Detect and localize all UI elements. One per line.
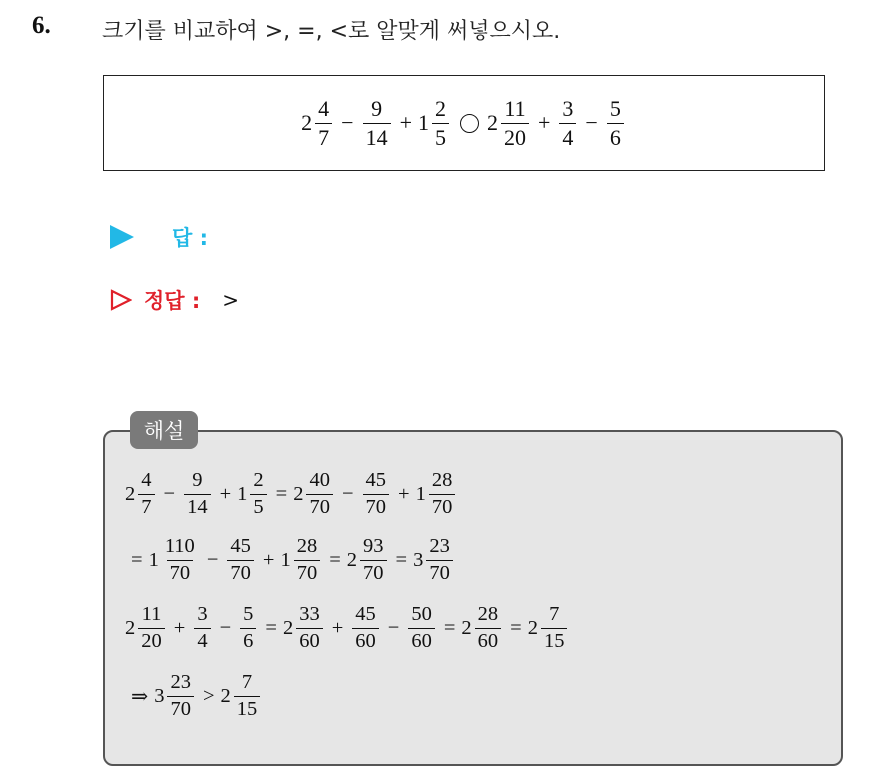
play-filled-icon (110, 225, 134, 249)
mixed-number (461, 604, 504, 652)
mixed-number (125, 604, 168, 652)
operator: + (399, 110, 412, 135)
explanation-line-2 (125, 536, 456, 584)
denominator: 70 (167, 696, 194, 721)
whole-part: 2 (461, 616, 472, 639)
mixed-number (413, 536, 456, 584)
fraction (224, 536, 257, 584)
operator: + (219, 482, 232, 505)
operator: = (131, 548, 143, 571)
whole-part: 2 (527, 616, 538, 639)
fraction (191, 604, 213, 652)
fraction (237, 604, 259, 652)
numerator: 23 (170, 671, 191, 693)
numerator: 5 (609, 96, 621, 122)
fraction (360, 97, 394, 148)
operator: = (443, 616, 456, 639)
numerator: 45 (365, 469, 386, 491)
comparison-blank-circle[interactable] (460, 114, 479, 133)
explanation-tab: 해설 (130, 411, 198, 449)
numerator: 28 (477, 603, 499, 625)
operator: − (341, 110, 354, 135)
operator: + (538, 110, 551, 135)
fraction-stack (429, 470, 456, 518)
denominator: 70 (294, 560, 321, 585)
numerator: 40 (309, 469, 330, 491)
fraction-stack (184, 470, 211, 518)
denominator: 4 (559, 123, 576, 149)
numerator: 2 (253, 469, 264, 491)
fraction-stack (352, 604, 379, 652)
whole-part: 2 (282, 616, 294, 639)
denominator: 5 (250, 494, 266, 519)
numerator: 28 (431, 469, 453, 491)
denominator: 5 (432, 123, 449, 149)
mixed-number (280, 536, 323, 584)
mixed-number (416, 470, 459, 518)
problem-right-side (487, 97, 627, 148)
whole-part: 3 (154, 684, 165, 707)
explanation-line-1 (125, 470, 458, 518)
operator: + (331, 616, 344, 639)
fraction-stack (432, 97, 449, 148)
operator: − (341, 482, 354, 505)
fraction-stack (250, 470, 266, 518)
whole-part: 2 (346, 548, 357, 571)
numerator: 3 (197, 603, 208, 625)
operator: = (395, 548, 408, 571)
denominator: 70 (429, 494, 456, 519)
fraction-stack (194, 604, 210, 652)
mixed-number (347, 536, 390, 584)
denominator: 20 (501, 123, 529, 149)
denominator: 70 (306, 494, 333, 519)
numerator: 5 (243, 603, 254, 625)
operator: ⇒ (131, 685, 149, 708)
mixed-number (125, 470, 158, 518)
correct-answer-row (110, 285, 239, 315)
whole-part: 2 (301, 110, 313, 135)
denominator: 60 (408, 628, 435, 653)
operator: − (219, 616, 232, 639)
mixed-number (487, 97, 532, 148)
numerator: 23 (429, 535, 450, 557)
mixed-number (149, 536, 201, 584)
numerator: 7 (241, 671, 253, 693)
question-text: 크기를 비교하여 >, =, <로 알맞게 써넣으시오. (102, 19, 561, 44)
answer-label: 답 : (172, 226, 208, 250)
denominator: 70 (363, 494, 390, 519)
mixed-number (154, 672, 197, 720)
denominator: 14 (184, 494, 211, 519)
denominator: 70 (360, 560, 387, 585)
fraction-stack (138, 604, 165, 652)
numerator: 11 (141, 603, 162, 625)
whole-part: 2 (125, 616, 136, 639)
numerator: 9 (371, 96, 383, 122)
numerator: 11 (504, 96, 526, 122)
numerator: 3 (562, 96, 574, 122)
mixed-number (528, 604, 571, 652)
answer-row (110, 222, 302, 252)
fraction-stack (607, 97, 624, 148)
fraction-stack (408, 604, 435, 652)
fraction-stack (475, 604, 502, 652)
denominator: 4 (194, 628, 210, 653)
fraction-stack (162, 536, 198, 584)
denominator: 70 (167, 560, 194, 585)
whole-part: 2 (487, 110, 498, 135)
numerator: 2 (435, 96, 446, 122)
fraction-stack (541, 604, 568, 652)
operator: > (202, 684, 215, 707)
numerator: 110 (164, 535, 195, 557)
numerator: 28 (296, 535, 318, 557)
operator: + (173, 616, 186, 639)
whole-part: 1 (148, 548, 159, 571)
operator: − (206, 548, 219, 571)
whole-part: 2 (293, 482, 304, 505)
problem-expression (104, 76, 824, 170)
fraction-stack (363, 97, 391, 148)
mixed-number (221, 672, 264, 720)
fraction (556, 97, 579, 148)
numerator: 7 (549, 603, 560, 625)
problem-box (103, 75, 825, 171)
numerator: 4 (141, 469, 152, 491)
operator: = (265, 616, 277, 639)
play-outline-icon (110, 289, 132, 311)
fraction-stack (167, 672, 194, 720)
explanation-panel (103, 430, 843, 766)
fraction-stack (294, 536, 321, 584)
denominator: 6 (240, 628, 256, 653)
denominator: 60 (475, 628, 502, 653)
numerator: 4 (318, 96, 330, 122)
denominator: 70 (227, 560, 254, 585)
operator: − (387, 616, 400, 639)
denominator: 70 (426, 560, 453, 585)
whole-part: 3 (413, 548, 424, 571)
operator: − (585, 110, 598, 135)
mixed-number (418, 97, 452, 148)
denominator: 20 (138, 628, 165, 653)
denominator: 6 (607, 123, 624, 149)
operator: − (163, 482, 176, 505)
mixed-number (237, 470, 270, 518)
fraction (181, 470, 214, 518)
fraction-stack (315, 97, 332, 148)
mixed-number (293, 470, 336, 518)
numerator: 50 (411, 603, 432, 625)
numerator: 9 (192, 469, 203, 491)
denominator: 60 (296, 628, 323, 653)
question-number: 6. (32, 12, 51, 39)
denominator: 15 (541, 628, 568, 653)
whole-part: 1 (237, 482, 248, 505)
correct-answer-label: 정답 : (144, 289, 201, 313)
fraction-stack (138, 470, 154, 518)
denominator: 60 (352, 628, 379, 653)
problem-left-side (301, 97, 452, 148)
numerator: 33 (299, 603, 320, 625)
operator: = (329, 548, 341, 571)
fraction (405, 604, 438, 652)
fraction (604, 97, 627, 148)
fraction-stack (501, 97, 529, 148)
denominator: 7 (138, 494, 154, 519)
fraction-stack (240, 604, 256, 652)
denominator: 14 (363, 123, 391, 149)
fraction-stack (559, 97, 576, 148)
fraction-stack (360, 536, 387, 584)
fraction-stack (363, 470, 390, 518)
operator: + (398, 482, 410, 505)
operator: + (262, 548, 275, 571)
explanation-line-4 (125, 672, 263, 720)
explanation-line-3 (125, 604, 570, 652)
fraction-stack (426, 536, 453, 584)
operator: = (275, 482, 288, 505)
numerator: 45 (355, 603, 376, 625)
fraction-stack (234, 672, 261, 720)
operator: = (510, 616, 522, 639)
whole-part: 2 (220, 684, 231, 707)
fraction (360, 470, 393, 518)
numerator: 93 (363, 535, 384, 557)
whole-part: 1 (418, 110, 429, 135)
denominator: 15 (234, 696, 261, 721)
mixed-number (283, 604, 326, 652)
mixed-number (301, 97, 335, 148)
numerator: 45 (230, 535, 251, 557)
fraction-stack (296, 604, 323, 652)
whole-part: 2 (125, 482, 136, 505)
fraction-stack (306, 470, 333, 518)
whole-part: 1 (280, 548, 291, 571)
whole-part: 1 (415, 482, 426, 505)
fraction-stack (227, 536, 254, 584)
correct-answer-value: > (222, 288, 240, 312)
fraction (349, 604, 382, 652)
denominator: 7 (315, 123, 332, 149)
